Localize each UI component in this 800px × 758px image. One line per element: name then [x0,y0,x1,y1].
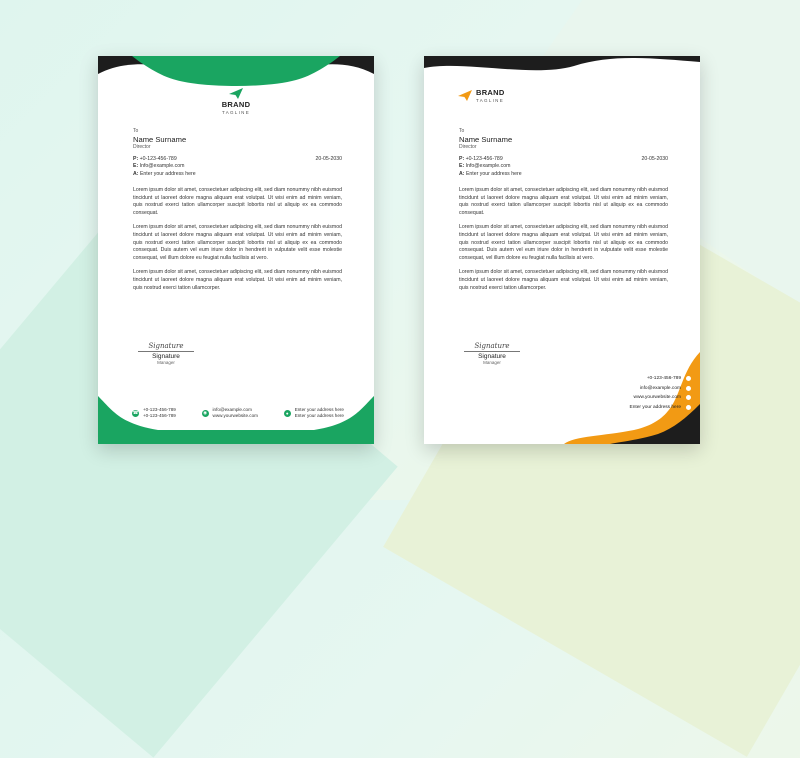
phone-line: P: +0-123-456-789 [459,156,503,162]
body-paragraph: Lorem ipsum dolor sit amet, consectetuer adipiscing elit, sed diam nonummy nibh euismod tincidunt ut laoreet dolore magna aliquam erat volutpat. Ut wisi enim ad minim veniam, quis nostrud exerci tation ullamcorper suscipit lobortis nisl ut aliquip ex ea commodo consequat. Duis autem vel eum iriure dolor in hendrerit in vulputate velit esse molestie consequat, vel illum dolore eu feugiat nulla facilisis at vero. [459,224,668,261]
signature-role: Manager [483,360,501,365]
body-paragraph: Lorem ipsum dolor sit amet, consectetuer adipiscing elit, sed diam nonummy nibh euismod tincidunt ut laoreet dolore magna aliquam erat volutpat. Ut wisi enim ad minim veniam, quis nostrud exerci tation ullamcorper suscipit lobortis nisl ut aliquip ex ea commodo consequat. [133,187,342,216]
recipient-block [133,128,342,152]
location-pin-icon: ● [284,410,291,417]
brand-name: BRAND [221,100,251,109]
email-line: E: Info@example.com [133,163,185,170]
brand-tagline: TAGLINE [221,110,251,115]
letter-date: 20-05-2030 [641,156,668,162]
phone-line: P: +0-123-456-789 [133,156,177,162]
recipient-role: Director [133,144,151,151]
footer-email: info@example.com [582,384,692,394]
top-wave-decoration [424,56,700,78]
footer-web: ◉ info@example.com www.yourwebsite.com [203,407,258,418]
contact-block [133,156,342,178]
phone-icon: ☎ [132,410,139,415]
brand-name: BRAND [476,88,505,97]
phone-icon [685,375,692,382]
to-label: To [459,128,465,134]
signature-title: Signature [152,353,180,360]
paper-plane-icon [458,90,472,101]
paper-plane-icon [229,88,243,99]
signature-script: Signature [148,342,184,350]
footer-phone: +0-123-456-789 [582,374,692,384]
signature-block [134,342,198,365]
address-line: A: Enter your address here [459,170,522,177]
letterhead-green [98,56,374,444]
signature-role: Manager [157,360,175,365]
body-paragraph: Lorem ipsum dolor sit amet, consectetuer adipiscing elit, sed diam nonummy nibh euismod tincidunt ut laoreet dolore magna aliquam erat volutpat. Ut wisi enim ad minim veniam, quis nostrud exerci tation ullamcorper suscipit lobortis nisl ut aliquip ex ea commodo consequat. [459,187,668,216]
letter-date: 20-05-2030 [315,156,342,162]
signature-script: Signature [474,342,510,350]
recipient-name: Name Surname [459,135,513,145]
brand-logo [210,88,262,115]
footer-address: ● Enter your address here Enter your address here [284,406,344,420]
footer-website: www.yourwebsite.com [582,393,692,403]
brand-tagline: TAGLINE [476,98,505,103]
letter-body [133,187,342,299]
location-pin-icon [685,404,692,411]
recipient-name: Name Surname [133,135,187,145]
signature-line [138,351,194,352]
bottom-wave-decoration [98,394,374,444]
email-line: E: Info@example.com [459,163,511,170]
globe-icon [685,394,692,401]
brand-logo [458,88,518,103]
contact-footer [582,374,692,412]
globe-icon: ◉ [203,410,207,415]
body-paragraph: Lorem ipsum dolor sit amet, consectetuer adipiscing elit, sed diam nonummy nibh euismod tincidunt ut laoreet dolore magna aliquam erat volutpat. Ut wisi enim ad minim veniam, quis nostrud exerci tation ullamcorper suscipit lobortis nisl ut aliquip ex ea commodo consequat. Duis autem vel eum iriure dolor in hendrerit in vulputate velit esse molestie consequat, vel illum dolore eu feugiat nulla facilisis at vero. [133,224,342,261]
body-paragraph: Lorem ipsum dolor sit amet, consectetuer adipiscing elit, sed diam nonummy nibh euismod tincidunt ut laoreet dolore magna aliquam erat volutpat. Ut wisi enim ad minim veniam, quis nostrud exerci tation ullamcorper. [459,269,668,291]
letter-body [459,187,668,299]
signature-title: Signature [478,353,506,360]
recipient-role: Director [459,144,477,151]
recipient-block [459,128,668,152]
email-icon [685,385,692,392]
footer-address: Enter your address here [582,403,692,413]
address-line: A: Enter your address here [133,170,196,177]
letterhead-orange [424,56,700,444]
footer-phone: ☎ +0-123-456-789 +0-123-456-789 [132,407,176,418]
contact-block [459,156,668,178]
body-paragraph: Lorem ipsum dolor sit amet, consectetuer adipiscing elit, sed diam nonummy nibh euismod tincidunt ut laoreet dolore magna aliquam erat volutpat. Ut wisi enim ad minim veniam, quis nostrud exerci tation ullamcorper. [133,269,342,291]
to-label: To [133,128,139,134]
